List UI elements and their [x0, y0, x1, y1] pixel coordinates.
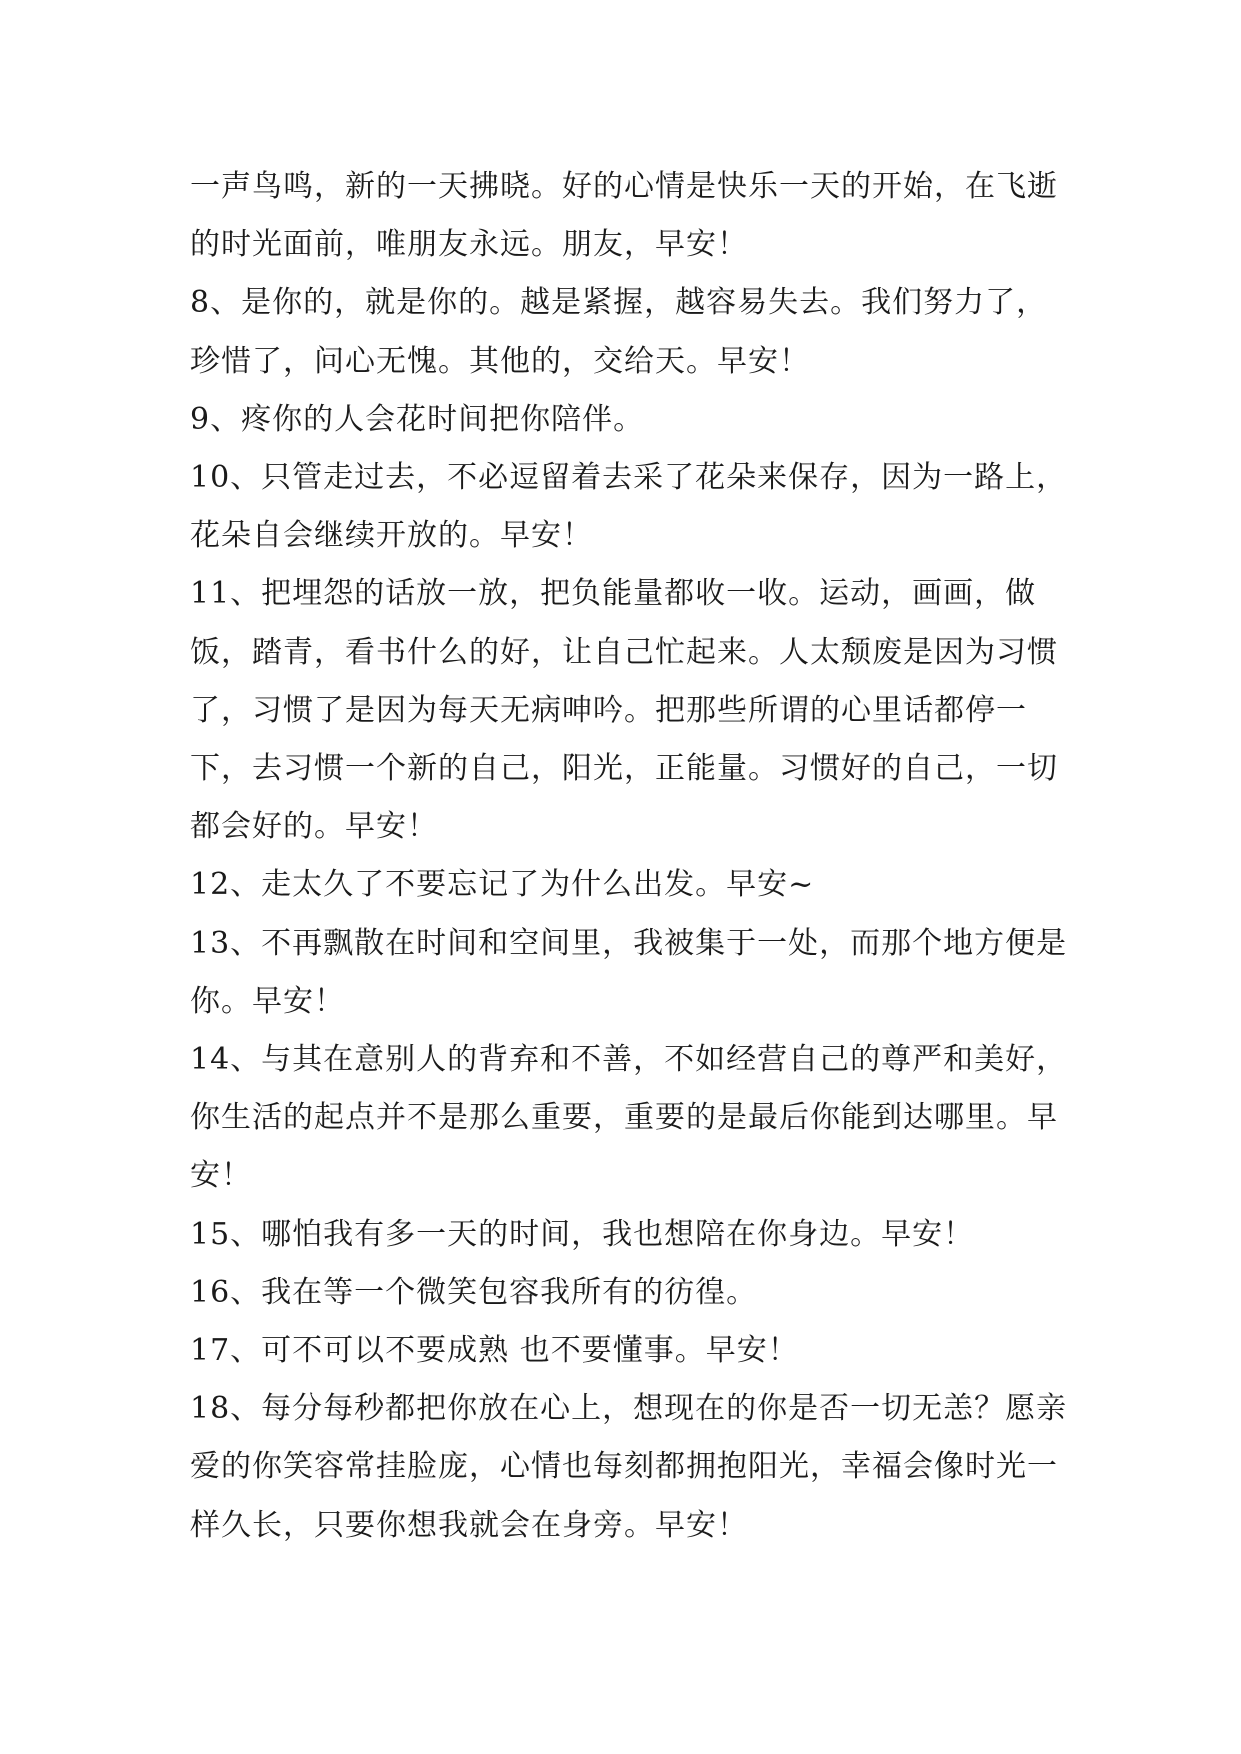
paragraph-intro: 一声鸟鸣，新的一天拂晓。好的心情是快乐一天的开始，在飞逝的时光面前，唯朋友永远。朋友，早安！	[190, 169, 1058, 263]
paragraph-14: 14、与其在意别人的背弃和不善，不如经营自己的尊严和美好，你生活的起点并不是那么重要，重要的是最后你能到达哪里。早安！	[190, 1042, 1068, 1194]
paragraph-13: 13、不再飘散在时间和空间里，我被集于一处，而那个地方便是你。早安！	[190, 925, 1068, 1019]
paragraph-10: 10、只管走过去，不必逗留着去采了花朵来保存，因为一路上，花朵自会继续开放的。早安！	[190, 460, 1068, 554]
paragraph-9: 9、疼你的人会花时间把你陪伴。	[190, 401, 645, 437]
paragraph-11: 11、把埋怨的话放一放，把负能量都收一收。运动，画画，做饭，踏青，看书什么的好，让自己忙起来。人太颓废是因为习惯了，习惯了是因为每天无病呻吟。把那些所谓的心里话都停一下，去习惯一个新的自己，阳光，正能量。习惯好的自己，一切都会好的。早安！	[190, 576, 1058, 845]
document-body	[190, 158, 1070, 1555]
paragraph-18: 18、每分每秒都把你放在心上，想现在的你是否一切无恙？愿亲爱的你笑容常挂脸庞，心情也每刻都拥抱阳光，幸福会像时光一样久长，只要你想我就会在身旁。早安！	[190, 1391, 1068, 1543]
paragraph-12: 12、走太久了不要忘记了为什么出发。早安~	[190, 867, 815, 903]
paragraph-17: 17、可不可以不要成熟 也不要懂事。早安！	[190, 1333, 799, 1369]
paragraph-16: 16、我在等一个微笑包容我所有的彷徨。	[190, 1274, 758, 1310]
paragraph-8: 8、是你的，就是你的。越是紧握，越容易失去。我们努力了，珍惜了，问心无愧。其他的，交给天。早安！	[190, 285, 1048, 379]
paragraph-15: 15、哪怕我有多一天的时间，我也想陪在你身边。早安！	[190, 1216, 975, 1252]
